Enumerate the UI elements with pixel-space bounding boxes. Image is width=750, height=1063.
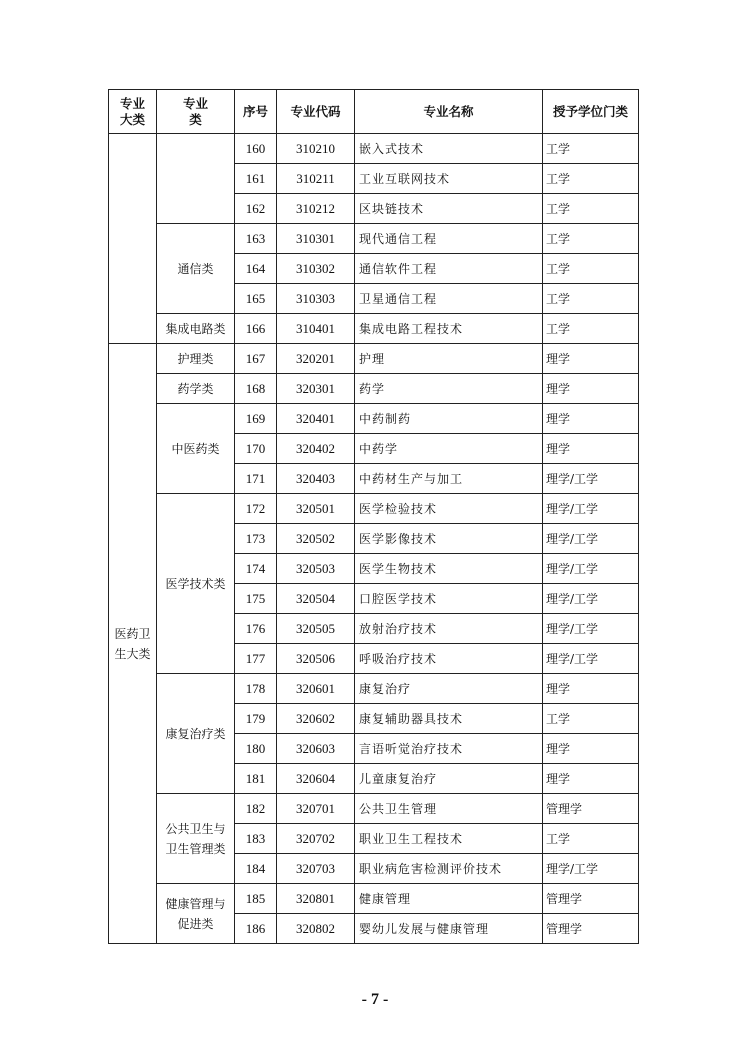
code-cell: 320503 (277, 554, 355, 584)
major-name-cell: 医学检验技术 (355, 494, 543, 524)
seq-cell: 186 (235, 914, 277, 944)
header-sub-category: 专业 类 (157, 90, 235, 134)
major-name-cell: 中药制药 (355, 404, 543, 434)
major-name-cell: 公共卫生管理 (355, 794, 543, 824)
sub-category-cell: 药学类 (157, 374, 235, 404)
major-name-cell: 职业病危害检测评价技术 (355, 854, 543, 884)
table-row (109, 134, 639, 164)
sub-category-cell: 公共卫生与 卫生管理类 (157, 794, 235, 884)
degree-cell: 工学 (543, 284, 639, 314)
sub-category-cell: 护理类 (157, 344, 235, 374)
code-cell: 310212 (277, 194, 355, 224)
major-name-cell: 医学影像技术 (355, 524, 543, 554)
major-category-cell: 医药卫 生大类 (109, 344, 157, 944)
degree-cell: 工学 (543, 134, 639, 164)
table-row (109, 404, 639, 434)
degree-cell: 理学/工学 (543, 464, 639, 494)
major-name-cell: 嵌入式技术 (355, 134, 543, 164)
header-degree: 授予学位门类 (543, 90, 639, 134)
table-header-row (109, 90, 639, 134)
major-name-cell: 卫星通信工程 (355, 284, 543, 314)
code-cell: 320801 (277, 884, 355, 914)
degree-cell: 工学 (543, 704, 639, 734)
code-cell: 320603 (277, 734, 355, 764)
code-cell: 310210 (277, 134, 355, 164)
degree-cell: 工学 (543, 194, 639, 224)
code-cell: 310302 (277, 254, 355, 284)
major-name-cell: 言语听觉治疗技术 (355, 734, 543, 764)
seq-cell: 164 (235, 254, 277, 284)
table-row (109, 224, 639, 254)
code-cell: 320403 (277, 464, 355, 494)
table-row (109, 314, 639, 344)
major-name-cell: 中药材生产与加工 (355, 464, 543, 494)
table-row (109, 794, 639, 824)
page-number: - 7 - (361, 991, 389, 1008)
major-name-cell: 婴幼儿发展与健康管理 (355, 914, 543, 944)
degree-cell: 工学 (543, 164, 639, 194)
header-code: 专业代码 (277, 90, 355, 134)
code-cell: 320602 (277, 704, 355, 734)
major-name-cell: 医学生物技术 (355, 554, 543, 584)
major-name-cell: 区块链技术 (355, 194, 543, 224)
code-cell: 310401 (277, 314, 355, 344)
seq-cell: 185 (235, 884, 277, 914)
code-cell: 310211 (277, 164, 355, 194)
table-row (109, 374, 639, 404)
seq-cell: 173 (235, 524, 277, 554)
seq-cell: 163 (235, 224, 277, 254)
code-cell: 320201 (277, 344, 355, 374)
degree-cell: 理学 (543, 764, 639, 794)
seq-cell: 183 (235, 824, 277, 854)
degree-cell: 理学 (543, 434, 639, 464)
major-name-cell: 康复治疗 (355, 674, 543, 704)
seq-cell: 172 (235, 494, 277, 524)
code-cell: 310301 (277, 224, 355, 254)
code-cell: 320601 (277, 674, 355, 704)
major-name-cell: 口腔医学技术 (355, 584, 543, 614)
code-cell: 320802 (277, 914, 355, 944)
code-cell: 310303 (277, 284, 355, 314)
degree-cell: 理学 (543, 404, 639, 434)
sub-category-cell: 中医药类 (157, 404, 235, 494)
header-seq: 序号 (235, 90, 277, 134)
major-name-cell: 职业卫生工程技术 (355, 824, 543, 854)
seq-cell: 165 (235, 284, 277, 314)
degree-cell: 工学 (543, 824, 639, 854)
table-row (109, 344, 639, 374)
degree-cell: 理学/工学 (543, 494, 639, 524)
major-name-cell: 现代通信工程 (355, 224, 543, 254)
seq-cell: 179 (235, 704, 277, 734)
degree-cell: 理学/工学 (543, 854, 639, 884)
degree-cell: 管理学 (543, 884, 639, 914)
code-cell: 320504 (277, 584, 355, 614)
seq-cell: 177 (235, 644, 277, 674)
major-name-cell: 康复辅助器具技术 (355, 704, 543, 734)
major-name-cell: 通信软件工程 (355, 254, 543, 284)
header-major-category: 专业 大类 (109, 90, 157, 134)
sub-category-cell: 集成电路类 (157, 314, 235, 344)
degree-cell: 工学 (543, 314, 639, 344)
seq-cell: 184 (235, 854, 277, 884)
major-name-cell: 集成电路工程技术 (355, 314, 543, 344)
degree-cell: 工学 (543, 224, 639, 254)
major-name-cell: 放射治疗技术 (355, 614, 543, 644)
seq-cell: 161 (235, 164, 277, 194)
seq-cell: 171 (235, 464, 277, 494)
seq-cell: 162 (235, 194, 277, 224)
code-cell: 320301 (277, 374, 355, 404)
seq-cell: 160 (235, 134, 277, 164)
seq-cell: 180 (235, 734, 277, 764)
code-cell: 320604 (277, 764, 355, 794)
code-cell: 320402 (277, 434, 355, 464)
major-name-cell: 工业互联网技术 (355, 164, 543, 194)
seq-cell: 178 (235, 674, 277, 704)
sub-category-cell: 通信类 (157, 224, 235, 314)
major-catalog-table (108, 89, 639, 944)
major-name-cell: 呼吸治疗技术 (355, 644, 543, 674)
code-cell: 320502 (277, 524, 355, 554)
degree-cell: 理学 (543, 374, 639, 404)
degree-cell: 理学 (543, 674, 639, 704)
header-name: 专业名称 (355, 90, 543, 134)
table-row (109, 674, 639, 704)
seq-cell: 176 (235, 614, 277, 644)
major-name-cell: 健康管理 (355, 884, 543, 914)
degree-cell: 理学/工学 (543, 524, 639, 554)
sub-category-cell: 康复治疗类 (157, 674, 235, 794)
code-cell: 320701 (277, 794, 355, 824)
major-category-cell (109, 134, 157, 344)
seq-cell: 166 (235, 314, 277, 344)
degree-cell: 理学/工学 (543, 614, 639, 644)
degree-cell: 管理学 (543, 794, 639, 824)
major-name-cell: 药学 (355, 374, 543, 404)
degree-cell: 理学 (543, 734, 639, 764)
degree-cell: 工学 (543, 254, 639, 284)
major-name-cell: 护理 (355, 344, 543, 374)
code-cell: 320506 (277, 644, 355, 674)
sub-category-cell: 医学技术类 (157, 494, 235, 674)
code-cell: 320703 (277, 854, 355, 884)
degree-cell: 理学/工学 (543, 644, 639, 674)
seq-cell: 182 (235, 794, 277, 824)
major-name-cell: 儿童康复治疗 (355, 764, 543, 794)
sub-category-cell: 健康管理与 促进类 (157, 884, 235, 944)
seq-cell: 168 (235, 374, 277, 404)
code-cell: 320505 (277, 614, 355, 644)
seq-cell: 170 (235, 434, 277, 464)
table-row (109, 884, 639, 914)
major-name-cell: 中药学 (355, 434, 543, 464)
code-cell: 320702 (277, 824, 355, 854)
seq-cell: 175 (235, 584, 277, 614)
degree-cell: 理学 (543, 344, 639, 374)
degree-cell: 理学/工学 (543, 584, 639, 614)
degree-cell: 管理学 (543, 914, 639, 944)
sub-category-cell (157, 134, 235, 224)
seq-cell: 167 (235, 344, 277, 374)
seq-cell: 181 (235, 764, 277, 794)
code-cell: 320501 (277, 494, 355, 524)
table-row (109, 494, 639, 524)
code-cell: 320401 (277, 404, 355, 434)
seq-cell: 169 (235, 404, 277, 434)
degree-cell: 理学/工学 (543, 554, 639, 584)
seq-cell: 174 (235, 554, 277, 584)
